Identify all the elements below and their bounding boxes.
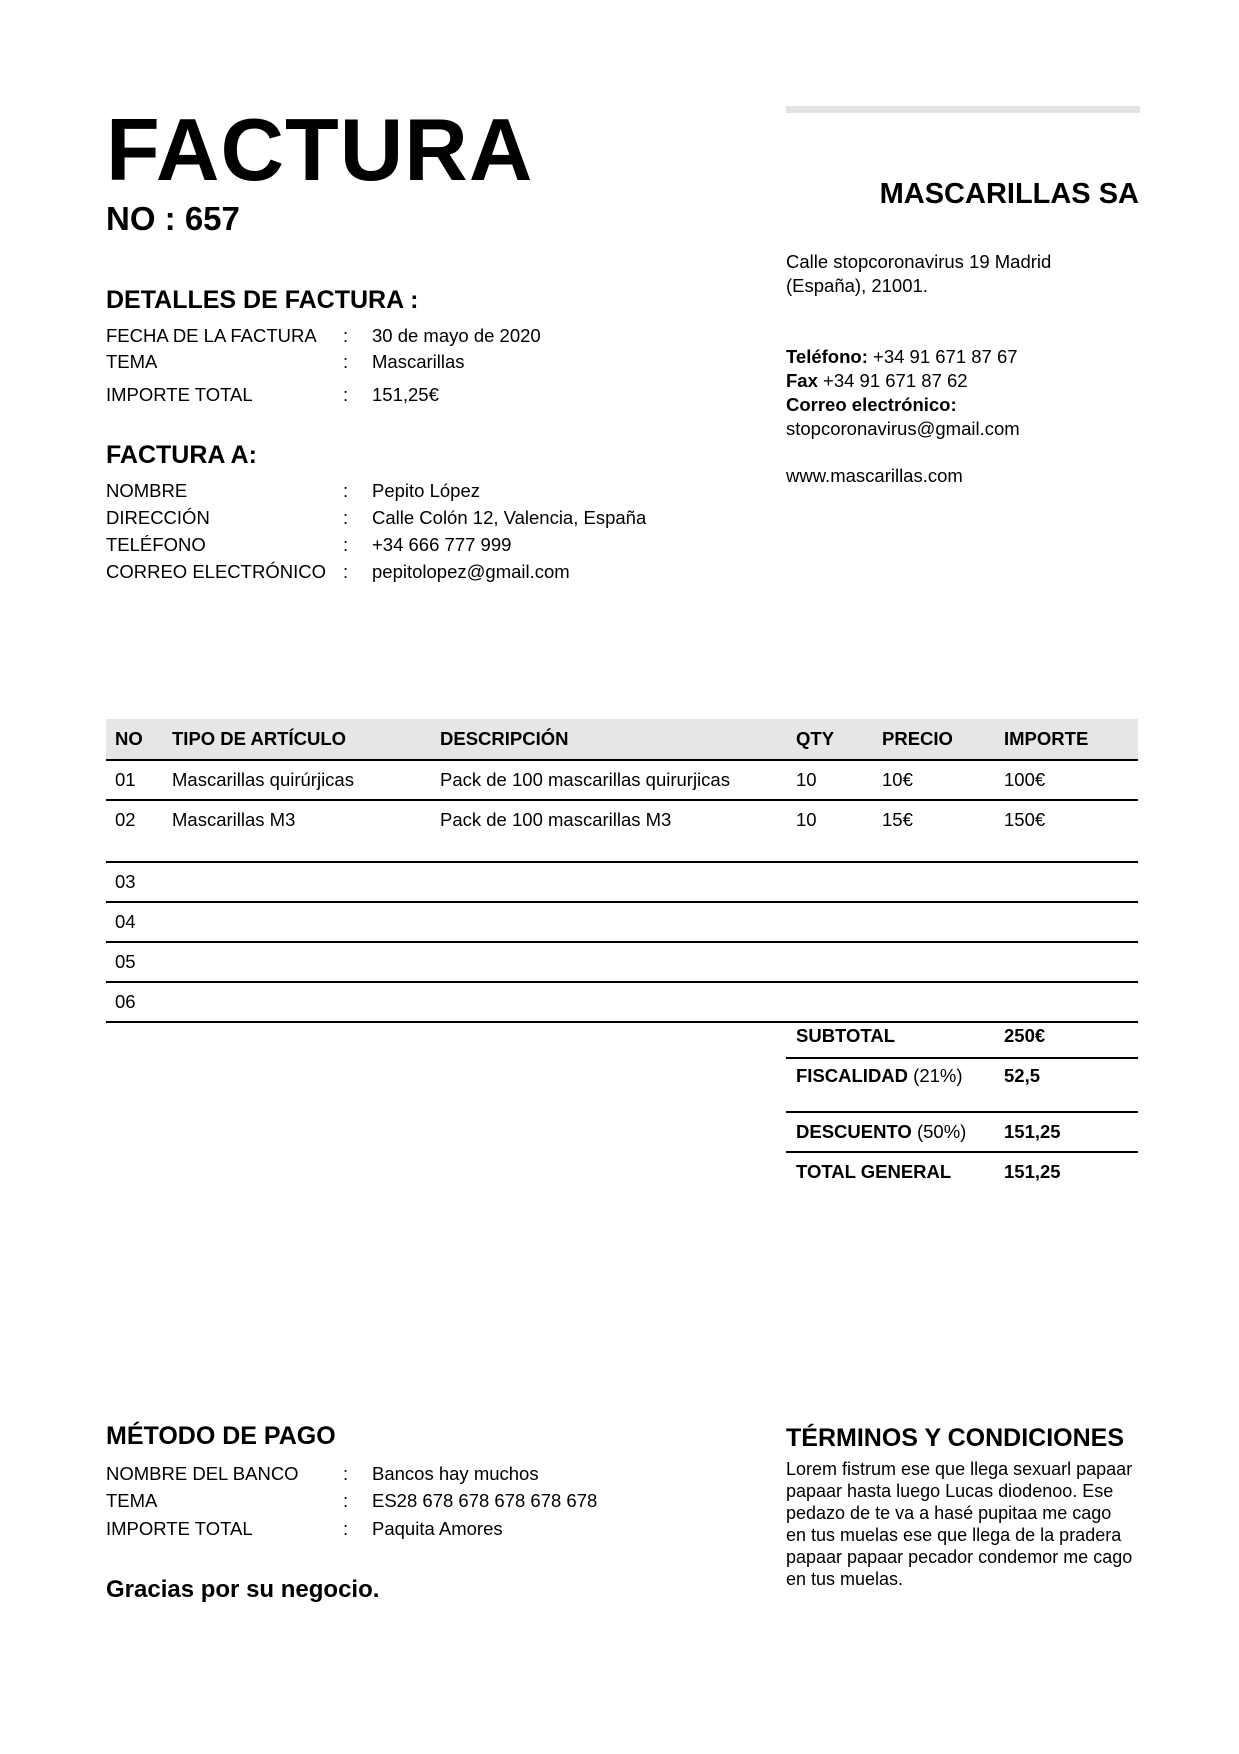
bill-value: +34 666 777 999 — [372, 534, 512, 555]
subtotal-row — [786, 1019, 1138, 1057]
bill-value: pepitolopez@gmail.com — [372, 561, 570, 582]
table-cell — [787, 862, 873, 902]
column-header: TIPO DE ARTÍCULO — [163, 719, 431, 760]
totals-divider — [786, 1111, 1138, 1113]
bill-value: Calle Colón 12, Valencia, España — [372, 507, 647, 528]
table-cell — [163, 862, 431, 902]
table-cell — [787, 942, 873, 982]
subtotal-label: SUBTOTAL — [796, 1025, 896, 1046]
table-cell: 10 — [787, 760, 873, 800]
detail-sep: : — [343, 384, 349, 405]
column-header: QTY — [787, 719, 873, 760]
table-cell — [995, 982, 1138, 1022]
table-cell: 02 — [106, 800, 163, 862]
payment-label: TEMA — [106, 1490, 158, 1511]
table-cell: 01 — [106, 760, 163, 800]
company-name: MASCARILLAS SA — [879, 178, 1139, 210]
tax-rate: (21%) — [908, 1065, 963, 1086]
table-row — [106, 902, 1138, 942]
bill-sep: : — [343, 561, 349, 582]
column-header: DESCRIPCIÓN — [431, 719, 787, 760]
payment-sep: : — [343, 1518, 349, 1539]
table-cell: 10€ — [873, 760, 995, 800]
invoice-details — [106, 325, 706, 415]
table-cell — [995, 902, 1138, 942]
table-cell — [787, 902, 873, 942]
table-cell — [431, 902, 787, 942]
payment-value: Bancos hay muchos — [372, 1463, 539, 1484]
terms-text: Lorem fistrum ese que llega sexuarl papaar papaar hasta luego Lucas diodenoo. Ese pedazo de te va a hasé pupitaa me cago en tus muelas ese que llega de la pradera papaar papaar pecador condemor me cago en tus muelas. — [786, 1459, 1133, 1589]
detail-sep: : — [343, 351, 349, 372]
grand-total-label: TOTAL GENERAL — [796, 1161, 952, 1182]
column-header: NO — [106, 719, 163, 760]
invoice-details-heading: DETALLES DE FACTURA : — [106, 286, 419, 314]
payment-value: ES28 678 678 678 678 678 — [372, 1490, 598, 1511]
bill-label: CORREO ELECTRÓNICO — [106, 561, 326, 582]
detail-label: FECHA DE LA FACTURA — [106, 325, 317, 346]
bill-sep: : — [343, 480, 349, 501]
table-cell: 10 — [787, 800, 873, 862]
table-header-row — [106, 719, 1138, 760]
bill-to-heading: FACTURA A: — [106, 441, 257, 469]
table-row — [106, 942, 1138, 982]
tax-label: FISCALIDAD — [796, 1065, 909, 1086]
tax-value: 52,5 — [1004, 1065, 1041, 1086]
table-cell — [431, 982, 787, 1022]
table-cell — [873, 862, 995, 902]
table-cell: 15€ — [873, 800, 995, 862]
table-cell — [163, 902, 431, 942]
grand-total-row — [786, 1155, 1138, 1193]
table-cell: Pack de 100 mascarillas quirurjicas — [431, 760, 787, 800]
items-table — [106, 719, 1138, 1023]
totals-divider — [786, 1151, 1138, 1153]
table-cell: 150€ — [995, 800, 1138, 862]
table-cell — [873, 942, 995, 982]
phone-value: +34 91 671 87 67 — [867, 346, 1018, 367]
payment-value: Paquita Amores — [372, 1518, 503, 1539]
table-cell — [431, 862, 787, 902]
table-cell: Mascarillas M3 — [163, 800, 431, 862]
discount-label: DESCUENTO — [796, 1121, 912, 1142]
discount-rate: (50%) — [911, 1121, 967, 1142]
column-header: PRECIO — [873, 719, 995, 760]
payment-heading: MÉTODO DE PAGO — [106, 1422, 336, 1450]
discount-value: 151,25 — [1004, 1121, 1061, 1142]
company-address-line1: Calle stopcoronavirus 19 Madrid — [786, 251, 1052, 272]
table-row — [106, 862, 1138, 902]
invoice-title: FACTURA — [106, 100, 534, 199]
phone-label: Teléfono: — [786, 346, 868, 367]
payment-details — [106, 1463, 756, 1548]
table-row — [106, 800, 1138, 862]
column-header: IMPORTE — [995, 719, 1138, 760]
table-row — [106, 760, 1138, 800]
table-cell — [163, 982, 431, 1022]
company-address-line2: (España), 21001. — [786, 275, 928, 296]
table-cell: 05 — [106, 942, 163, 982]
table-cell — [431, 942, 787, 982]
detail-sep: : — [343, 325, 349, 346]
company-email: stopcoronavirus@gmail.com — [786, 418, 1020, 439]
detail-label: TEMA — [106, 351, 158, 372]
company-fax — [786, 369, 1020, 393]
table-cell: 04 — [106, 902, 163, 942]
detail-value: 151,25€ — [372, 384, 439, 405]
fax-label: Fax — [786, 370, 818, 391]
table-cell — [873, 982, 995, 1022]
thanks-message: Gracias por su negocio. — [106, 1576, 380, 1603]
table-cell — [995, 862, 1138, 902]
payment-label: NOMBRE DEL BANCO — [106, 1463, 299, 1484]
company-website: www.mascarillas.com — [786, 465, 963, 486]
company-address — [786, 250, 1051, 298]
table-cell — [163, 942, 431, 982]
detail-label: IMPORTE TOTAL — [106, 384, 253, 405]
invoice-number: NO : 657 — [106, 200, 240, 237]
detail-value: Mascarillas — [372, 351, 465, 372]
payment-sep: : — [343, 1490, 349, 1511]
table-cell: Pack de 100 mascarillas M3 — [431, 800, 787, 862]
payment-sep: : — [343, 1463, 349, 1484]
company-phone — [786, 345, 1020, 369]
bill-label: NOMBRE — [106, 480, 188, 501]
tax-row — [786, 1059, 1138, 1097]
payment-label: IMPORTE TOTAL — [106, 1518, 253, 1539]
terms-heading: TÉRMINOS Y CONDICIONES — [786, 1424, 1125, 1452]
header-accent-bar — [786, 106, 1140, 113]
table-cell — [787, 982, 873, 1022]
email-label: Correo electrónico: — [786, 394, 957, 415]
table-row — [106, 982, 1138, 1022]
fax-value: +34 91 671 87 62 — [817, 370, 968, 391]
table-cell — [873, 902, 995, 942]
detail-value: 30 de mayo de 2020 — [372, 325, 541, 346]
table-cell: 03 — [106, 862, 163, 902]
bill-sep: : — [343, 507, 349, 528]
bill-sep: : — [343, 534, 349, 555]
bill-label: DIRECCIÓN — [106, 507, 210, 528]
table-cell: Mascarillas quirúrjicas — [163, 760, 431, 800]
grand-total-value: 151,25 — [1004, 1161, 1061, 1182]
table-cell: 06 — [106, 982, 163, 1022]
company-contact — [786, 345, 1020, 441]
bill-label: TELÉFONO — [106, 534, 206, 555]
bill-to — [106, 480, 756, 590]
bill-value: Pepito López — [372, 480, 481, 501]
table-cell: 100€ — [995, 760, 1138, 800]
subtotal-value: 250€ — [1004, 1025, 1046, 1046]
discount-row — [786, 1115, 1138, 1153]
table-cell — [995, 942, 1138, 982]
